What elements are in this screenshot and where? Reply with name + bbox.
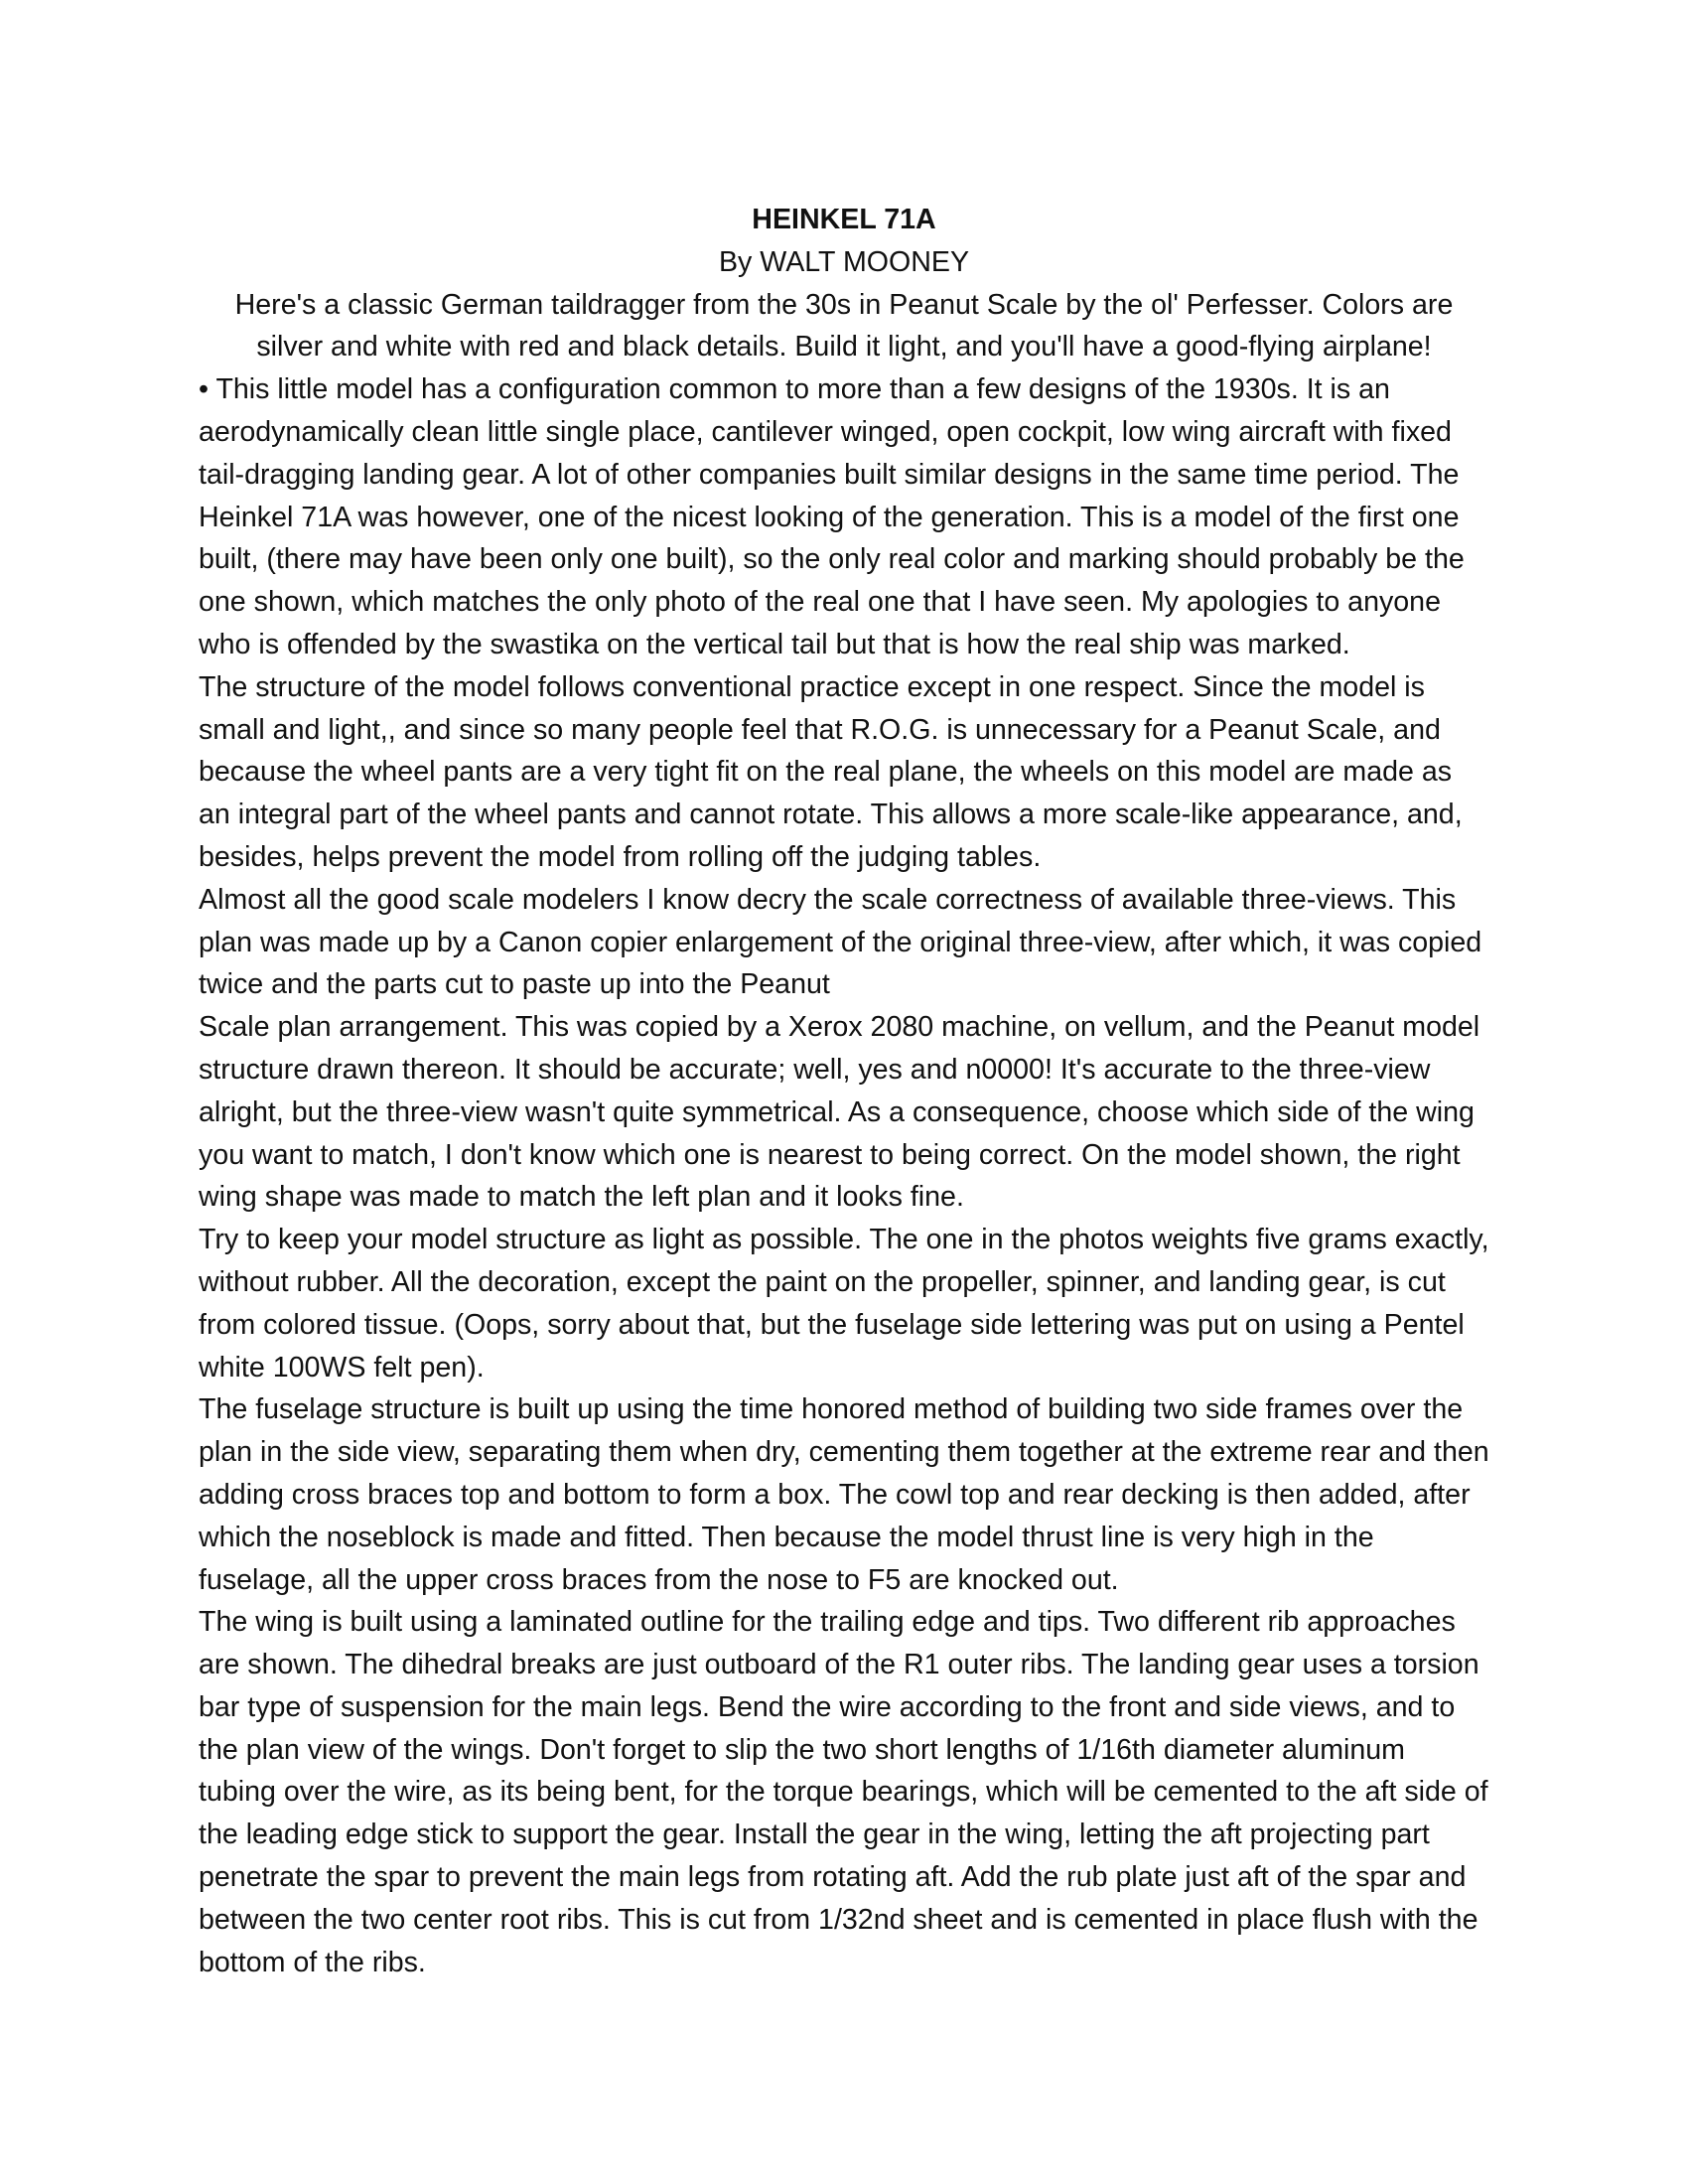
body-paragraph-5: Try to keep your model structure as light as possible. The one in the photos weights five grams exactly, without rubber. All the decoration, except the paint on the propeller, spinner, and landing gear, is cut from colored tissue. (Oops, sorry about that, but the fuselage side lettering was put on using a Pentel white 100WS felt pen). [199, 1224, 1489, 1383]
body-paragraph-7: The wing is built using a laminated outline for the trailing edge and tips. Two different rib approaches are shown. The dihedral breaks are just outboard of the R1 outer ribs. The landing gear uses a torsion bar type of suspension for the main legs. Bend the wire according to the front and side views, and to the plan view of the wings. Don't forget to slip the two short lengths of 1/16th diameter aluminum tubing over the wire, as its being bent, for the torque bearings, which will be cemented to the aft side of the leading edge stick to support the gear. Install the gear in the wing, letting the aft projecting part penetrate the spar to prevent the main legs from rotating aft. Add the rub plate just aft of the spar and between the two center root ribs. This is cut from 1/32nd sheet and is cemented in place flush with the bottom of the ribs. [199, 1606, 1488, 1978]
body-paragraph-2: The structure of the model follows conventional practice except in one respect. Since the model is small and light,, and since so many people feel that R.O.G. is unnecessary for a Peanut Scale, and because the wheel pants are a very tight fit on the real plane, the wheels on this model are made as an integral part of the wheel pants and cannot rotate. This allows a more scale-like appearance, and, besides, helps prevent the model from rolling off the judging tables. [199, 670, 1463, 873]
document-page [199, 199, 1489, 1983]
body-paragraph-3: Almost all the good scale modelers I know decry the scale correctness of available three-views. This plan was made up by a Canon copier enlargement of the original three-view, after which, it was copied twice and the parts cut to paste up into the Peanut [199, 883, 1482, 1001]
intro-text: Here's a classic German taildragger from the 30s in Peanut Scale by the ol' Perfesser. Colors are silver and white with red and black details. Build it light, and you'll have a good-flying airplane! [234, 288, 1454, 364]
body-paragraph-4: Scale plan arrangement. This was copied by a Xerox 2080 machine, on vellum, and the Peanut model structure drawn thereon. It should be accurate; well, yes and n0000! It's accurate to the three-view alright, but the three-view wasn't quite symmetrical. As a consequence, choose which side of the wing you want to match, I don't know which one is nearest to being correct. On the model shown, the right wing shape was made to match the left plan and it looks fine. [199, 1011, 1480, 1214]
body-paragraph-1: • This little model has a configuration common to more than a few designs of the 1930s. It is an aerodynamically clean little single place, cantilever winged, open cockpit, low wing aircraft with fixed tail-dragging landing gear. A lot of other companies built similar designs in the same time period. The Heinkel 71A was however, one of the nicest looking of the generation. This is a model of the first one built, (there may have been only one built), so the only real color and marking should probably be the one shown, which matches the only photo of the real one that I have seen. My apologies to anyone who is offended by the swastika on the vertical tail but that is how the real ship was marked. [199, 373, 1465, 660]
author-byline: By WALT MOONEY [718, 245, 970, 278]
body-paragraph-6: The fuselage structure is built up using the time honored method of building two side frames over the plan in the side view, separating them when dry, cementing them together at the extreme rear and then adding cross braces top and bottom to form a box. The cowl top and rear decking is then added, after which the noseblock is made and fitted. Then because the model thrust line is very high in the fuselage, all the upper cross braces from the nose to F5 are knocked out. [199, 1393, 1489, 1596]
document-title: HEINKEL 71A [752, 204, 936, 235]
